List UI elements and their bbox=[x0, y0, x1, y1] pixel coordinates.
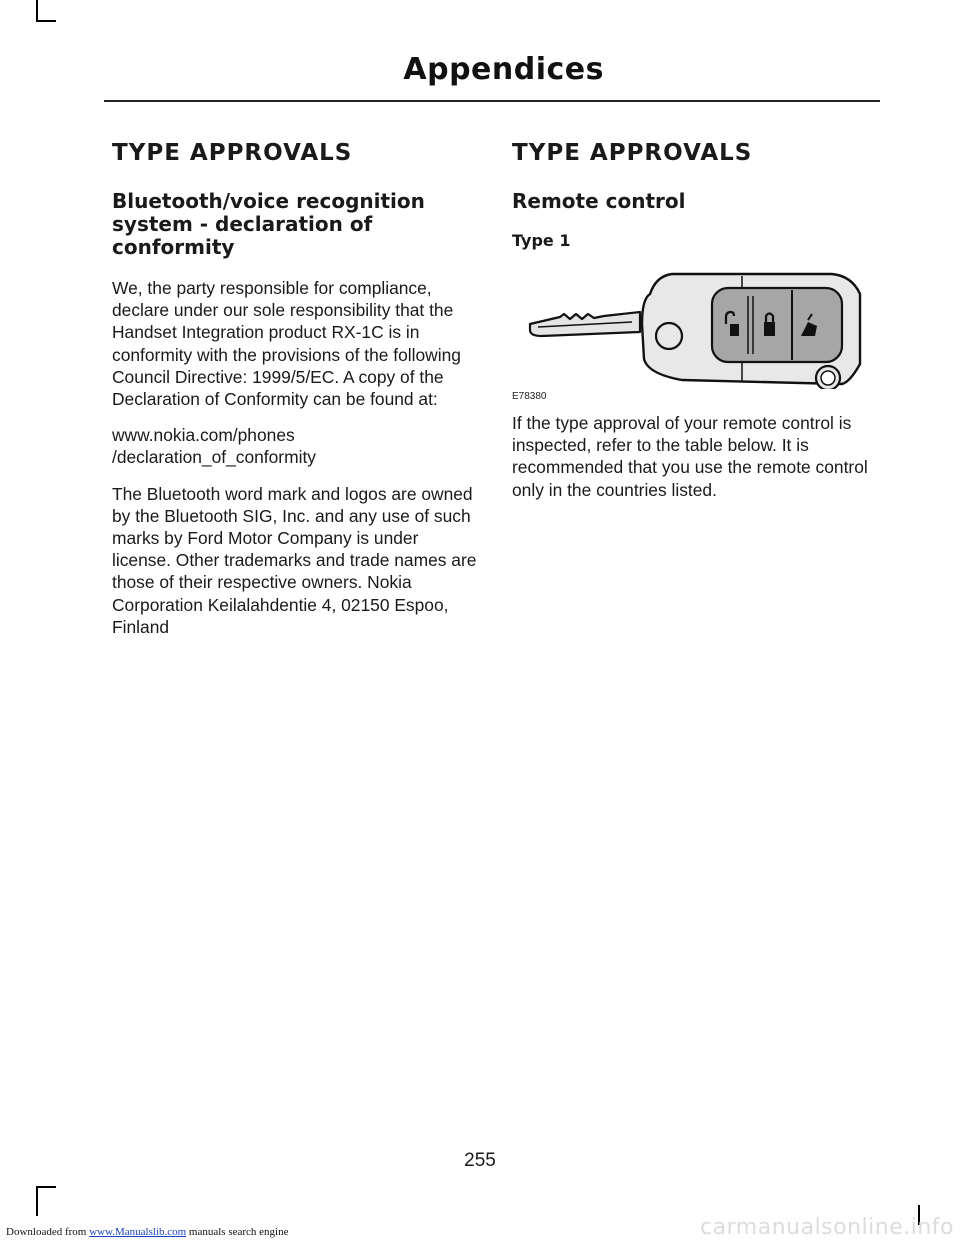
crop-mark-bottom-left-v bbox=[36, 1186, 38, 1216]
left-column bbox=[112, 140, 478, 652]
paragraph-remote-approval: If the type approval of your remote control is inspected, refer to the table below. It is recommended that you use the remote control only in the countries listed. bbox=[512, 413, 868, 500]
manualslib-link[interactable]: www.Manualslib.com bbox=[89, 1226, 187, 1238]
crop-mark-bottom-left-h bbox=[36, 1186, 56, 1188]
right-subsubheading: Type 1 bbox=[512, 231, 571, 250]
paragraph-url: www.nokia.com/phones /declaration_of_conformity bbox=[112, 425, 316, 468]
crop-mark-top-left-v bbox=[36, 0, 38, 22]
download-footer bbox=[6, 1226, 288, 1238]
right-heading: TYPE APPROVALS bbox=[512, 140, 753, 166]
figure-code: E78380 bbox=[512, 391, 547, 402]
left-heading: TYPE APPROVALS bbox=[112, 140, 353, 166]
left-subheading: Bluetooth/voice recognition system - declaration of conformity bbox=[112, 189, 425, 259]
header-divider bbox=[104, 100, 880, 102]
page-number: 255 bbox=[464, 1150, 496, 1171]
remote-key-illustration bbox=[512, 264, 878, 389]
footer-prefix: Downloaded from bbox=[6, 1226, 90, 1238]
right-column bbox=[512, 140, 878, 515]
right-subheading: Remote control bbox=[512, 189, 686, 213]
crop-mark-top-left-h bbox=[36, 20, 56, 22]
remote-key-figure bbox=[512, 264, 878, 404]
watermark: carmanualsonline.info bbox=[700, 1215, 954, 1240]
page-section-title: Appendices bbox=[403, 52, 604, 87]
paragraph-declaration: We, the party responsible for compliance, declare under our sole responsibility that the Handset Integration product RX-1C is in conformity with the provisions of the following Council Directive: 1999/5/EC. A copy of the Declaration of Conformity can be found at: bbox=[112, 278, 461, 410]
footer-suffix: manuals search engine bbox=[186, 1226, 289, 1238]
paragraph-trademarks: The Bluetooth word mark and logos are owned by the Bluetooth SIG, Inc. and any use of such marks by Ford Motor Company is under license. Other trademarks and trade names are those of their respective owners. Nokia Corporation Keilalahdentie 4, 02150 Espoo, Finland bbox=[112, 483, 477, 637]
